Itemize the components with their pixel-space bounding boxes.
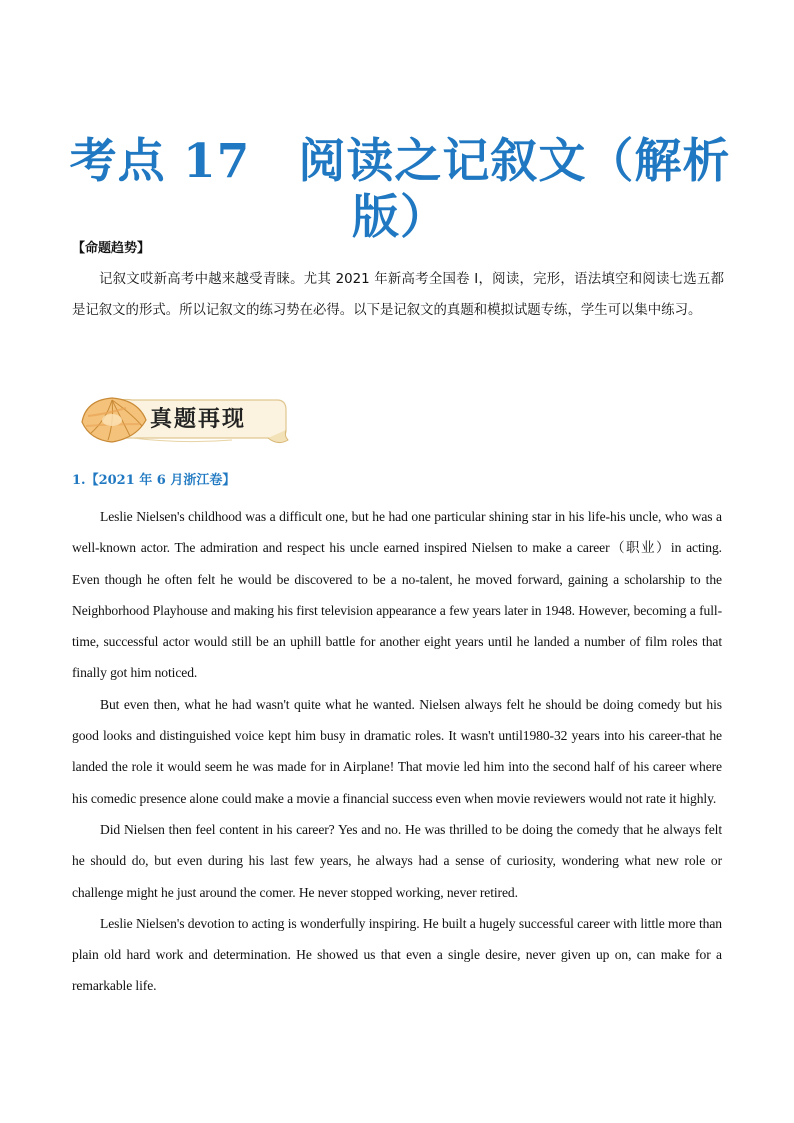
title-line-2: 版） — [352, 190, 448, 245]
title-line-1: 考点 17 阅读之记叙文（解析 — [69, 134, 731, 189]
section-banner — [72, 390, 292, 448]
page-title — [60, 134, 740, 246]
question-heading: 1.【2021 年 6 月浙江卷】 — [72, 473, 236, 488]
passage-paragraph: Leslie Nielsen's devotion to acting is wonderfully inspiring. He built a hugely successful career with little more than plain old hard work and determination. He showed us that even a single desire, never given up on, can make for a remarkable life. — [72, 915, 722, 994]
passage-paragraph: Leslie Nielsen's childhood was a difficult one, but he had one particular shining star in his life-his uncle, who was a well-known actor. The admiration and respect his uncle earned inspired Nielsen to make a career（职业）in acting. Even though he often felt he would be discovered to be a no-talent, he moved forward, gaining a scholarship to the Neighborhood Playhouse and making his first television appearance a few years later in 1948. However, becoming a full-time, successful actor would still be an uphill battle for another eight years until he landed a number of film roles that finally got him noticed. — [72, 509, 722, 681]
passage-paragraph: Did Nielsen then feel content in his career? Yes and no. He was thrilled to be doing the comedy that he always felt he should do, but even during his last few years, he always had a sense of curiosity, wondering what new role or challenge might he just around the comer. He never stopped working, never retired. — [72, 821, 722, 900]
reading-passage — [72, 501, 722, 1002]
passage-paragraph: But even then, what he had wasn't quite what he wanted. Nielsen always felt he should be doing comedy but his good looks and distinguished voice kept him busy in dramatic roles. It wasn't until1980-32 years into his career-that he landed the role it would seem he was made for in Airplane! That movie led him into the second half of his career where his comedic presence alone could make a movie a financial success even when movie reviewers would not rate it highly. — [72, 696, 722, 806]
banner-title: 真题再现 — [150, 406, 247, 432]
section-label: 【命题趋势】 — [72, 241, 151, 256]
intro-paragraph: 记叙文哎新高考中越来越受青睐。尤其 2021 年新高考全国卷 I，阅读，完形，语法填空和阅读七选五都是记叙文的形式。所以记叙文的练习势在必得。以下是记叙文的真题和模拟试题专练，学生可以集中练习。 — [72, 272, 724, 318]
